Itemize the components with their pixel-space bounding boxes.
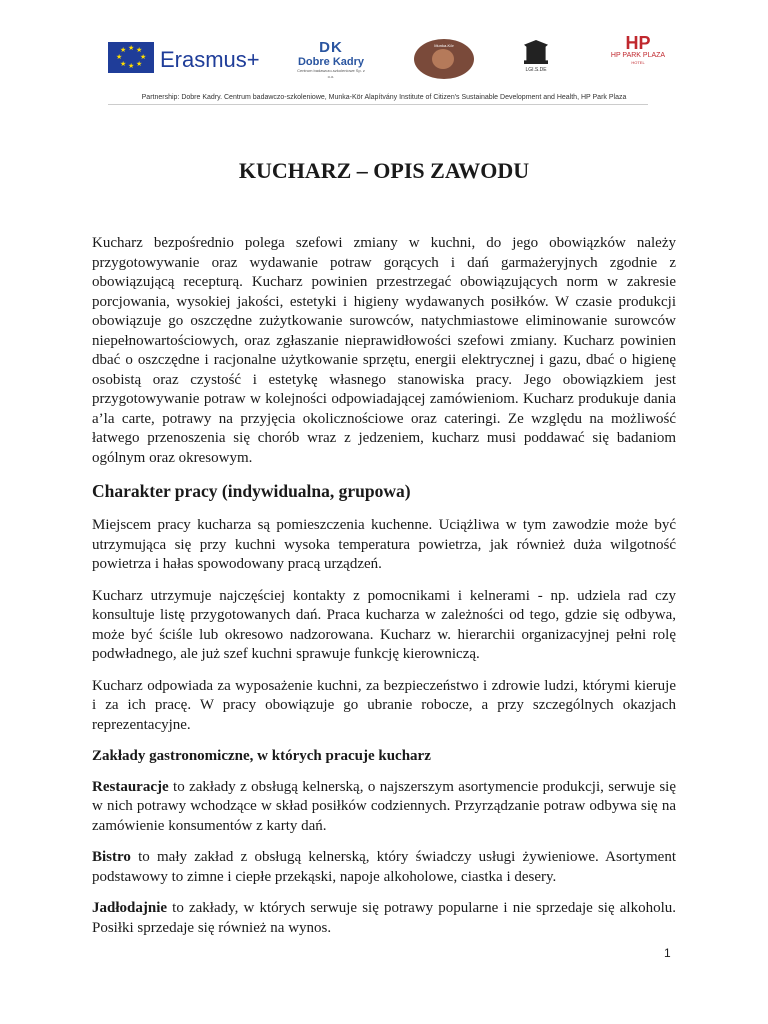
document-body (92, 234, 676, 938)
partnership-line: Partnership: Dobre Kadry. Centrum badawczo-szkoleniowe, Munka-Kör Alapítvány Institute of Citizen's Sustainable Development and Health, HP Park Plaza (141, 94, 627, 101)
intro-paragraph: Kucharz bezpośrednio polega szefowi zmiany w kuchni, do jego obowiązków należy przygotowywanie oraz wydawanie potraw gorących i dań garmażeryjnych zgodnie z obowiązującą recepturą. Kucharz powinien przestrzegać obowiązujących norm w zakresie porcjowania, wysokiej jakości, estetyki i higieny wydawanych posiłków. W czasie produkcji obowiązuje go oszczędne zużytkowanie surowców, natychmiastowe eliminowanie surowców niepełnowartościowych, oraz zgłaszanie nieprawidłowości szefowi zmiany. Kucharz powinien dbać o oszczędne i racjonalne użytkowanie sprzętu, energii elektrycznej i gazu, dbać o higienę osobistą oraz czystość i estetykę własnego stanowiska pracy. Jego obowiązkiem jest przygotowywanie potraw w kolejności odpowiadającej zamówieniom. Kucharz produkuje dania a’la carte, potrawy na przyjęcia okolicznościowe oraz cateringi. Ze względu na możliwość łatwego przenoszenia się chorób wraz z jedzeniem, kucharz musi poddawać się badaniom ogólnym oraz okresowym. (92, 235, 676, 466)
term-jadlodajnie: Jadłodajnie (92, 900, 168, 916)
dobre-kadry-logo (296, 40, 366, 80)
paragraph-workplace: Miejscem pracy kucharza są pomieszczenia kuchenne. Uciążliwa w tym zawodzie może być utrzymująca się przy kuchni wysoka temperatura powietrza, jak również duża wilgotność powietrza i hałas spowodowany pracą urządzeń. (92, 517, 676, 572)
paragraph-restaurants (92, 778, 676, 837)
bistro-text: to mały zakład z obsługą kelnerską, który świadczy usługi żywieniowe. Asortyment podstawowy to zimne i ciepłe przekąski, napoje alkoholowe, ciastka i desery. (92, 849, 676, 885)
page-title: KUCHARZ – OPIS ZAWODU (238, 158, 530, 183)
dobre-kadry-subtitle: Centrum badawczo-szkoleniowe Sp. z o.o. (297, 68, 365, 79)
hp-name: HP PARK PLAZA (610, 52, 666, 59)
dobre-kadry-name: Dobre Kadry (297, 56, 365, 68)
hp-park-plaza-logo (608, 34, 668, 84)
restaurants-text: to zakłady z obsługą kelnerską, o najszerszym asortymencie produkcji, serwuje się w nich potrawy wchodzące w skład posiłków codziennych. Przyrządzanie potraw odbywa się na zamówienie konsumentów z karty dań. (92, 778, 676, 834)
paragraph-jadlodajnie (92, 899, 676, 938)
subheading-establishments: Zakłady gastronomiczne, w których pracuje kucharz (92, 748, 431, 764)
munka-kor-logo-text: Munka-Kör (434, 43, 454, 48)
hp-mark: HP (625, 33, 651, 53)
dobre-kadry-mark: DK (319, 39, 343, 56)
term-restaurants: Restauracje (92, 778, 169, 795)
paragraph-responsibility: Kucharz odpowiada za wyposażenie kuchni, za bezpieczeństwo i zdrowie ludzi, którymi kieruje i za ich pracę. W pracy obowiązuje go ubranie robocze, a przy szczególnych okazjach reprezentacyjne. (92, 677, 676, 733)
page-number: 1 (664, 946, 671, 960)
paragraph-bistro (92, 848, 676, 887)
section-heading: Charakter pracy (indywidualna, grupowa) (92, 481, 411, 501)
pillar-icon (524, 40, 548, 64)
hp-subtitle: HOTEL (631, 60, 645, 65)
munka-kor-logo (414, 39, 474, 79)
header-divider (108, 104, 648, 105)
paragraph-contacts: Kucharz utrzymuje najczęściej kontakty z pomocnikami i kelnerami - np. udziela rad czy konsultuje listę przygotowanych dań. Praca kucharza w zależności od tego, gdzie się odbywa, może być ściśle lub okresowo nadzorowana. Kucharz w. hierarchii organizacyjnej pełni rolę podwładnego, ale już szef kuchni sprawuje funkcję kierowniczą. (92, 587, 676, 662)
erasmus-logo-text: Erasmus+ (160, 47, 260, 72)
jadlodajnie-text: to zakłady, w których serwuje się potrawy popularne i nie sprzedaje się alkoholu. Posiłki sprzedaje się również na wynos. (92, 900, 676, 936)
eu-flag-icon: ★ ★ ★ ★ ★ ★ ★ ★ (108, 42, 154, 73)
lgisde-logo (512, 40, 560, 80)
page-header (0, 0, 768, 110)
term-bistro: Bistro (92, 849, 131, 865)
lgisde-logo-text: LGI.S.DE (525, 67, 547, 73)
